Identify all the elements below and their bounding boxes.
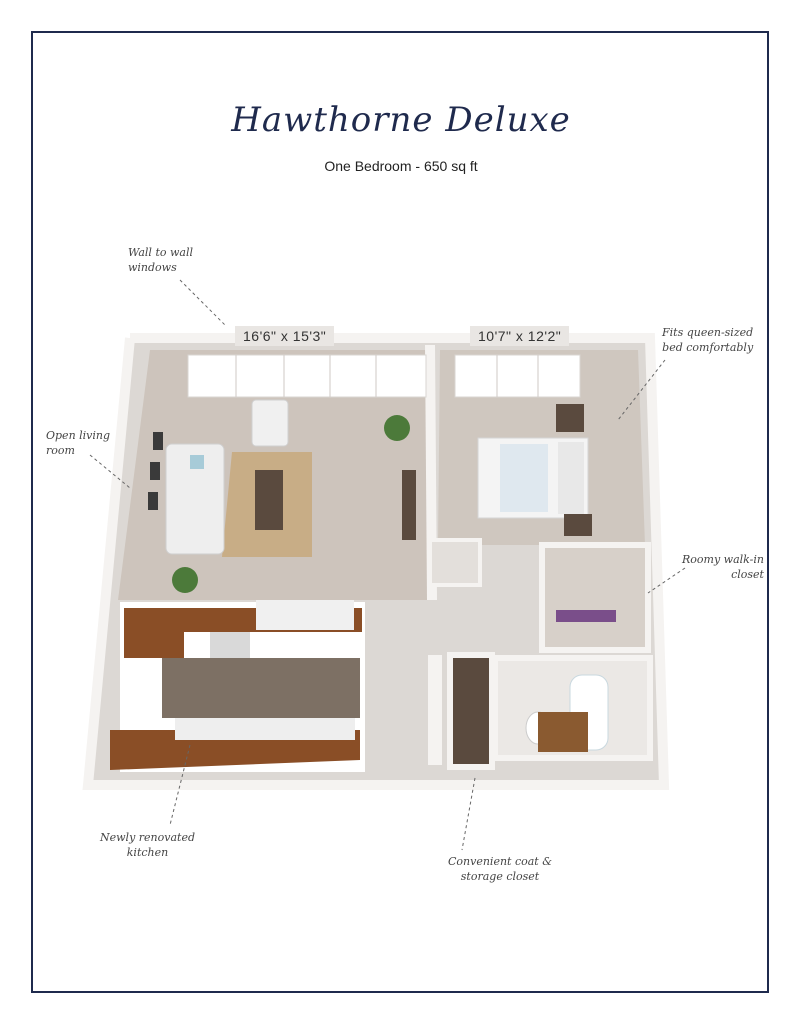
wall-art — [148, 492, 158, 510]
breakfast-bar — [256, 600, 354, 630]
callout-line: Wall to wall — [128, 246, 193, 259]
nightstand — [556, 404, 584, 432]
callout-line: kitchen — [126, 846, 169, 859]
kitchen-floor — [162, 658, 360, 718]
callout-leader — [180, 280, 225, 325]
callout-line: storage closet — [460, 870, 540, 883]
callout-windows — [128, 245, 193, 275]
callout-line: Roomy walk-in — [682, 553, 764, 566]
wall-art — [153, 432, 163, 450]
bed-quilt — [500, 444, 548, 512]
coat-closet — [450, 655, 492, 767]
callout-line: Open living — [46, 429, 111, 442]
bedroom-dimensions: 10'7" x 12'2" — [470, 326, 569, 346]
callout-bed — [662, 325, 753, 355]
callout-line: windows — [128, 261, 177, 274]
callout-line: closet — [731, 568, 764, 581]
callout-closet — [682, 552, 764, 582]
walk-in-closet — [542, 545, 648, 650]
callout-line: Newly renovated — [100, 831, 195, 844]
callout-line: room — [46, 444, 75, 457]
linen-closet — [430, 540, 480, 585]
living-windows — [188, 355, 426, 397]
stove — [210, 632, 250, 658]
bedroom-windows — [455, 355, 580, 397]
closet-clothes — [556, 610, 616, 622]
callout-living — [46, 428, 110, 458]
callout-line: Fits queen-sized — [662, 326, 754, 339]
page-title: Hawthorne Deluxe — [231, 100, 571, 140]
callout-coat — [448, 854, 552, 884]
nightstand — [564, 514, 592, 536]
wall-art — [150, 462, 160, 480]
sofa-pillow — [190, 455, 204, 469]
plant — [172, 567, 198, 593]
bed-pillows — [558, 442, 584, 514]
coffee-table — [255, 470, 283, 530]
page-subtitle: One Bedroom - 650 sq ft — [324, 158, 478, 174]
callout-line: Convenient coat & — [448, 855, 553, 868]
armchair — [252, 400, 288, 446]
bathroom-vanity — [538, 712, 588, 752]
media-console — [402, 470, 416, 540]
plant — [384, 415, 410, 441]
kitchen-counter-top — [175, 718, 355, 740]
callout-kitchen — [100, 830, 195, 860]
callout-line: bed comfortably — [662, 341, 754, 354]
living-room-dimensions: 16'6" x 15'3" — [235, 326, 334, 346]
entry-door — [428, 655, 442, 765]
